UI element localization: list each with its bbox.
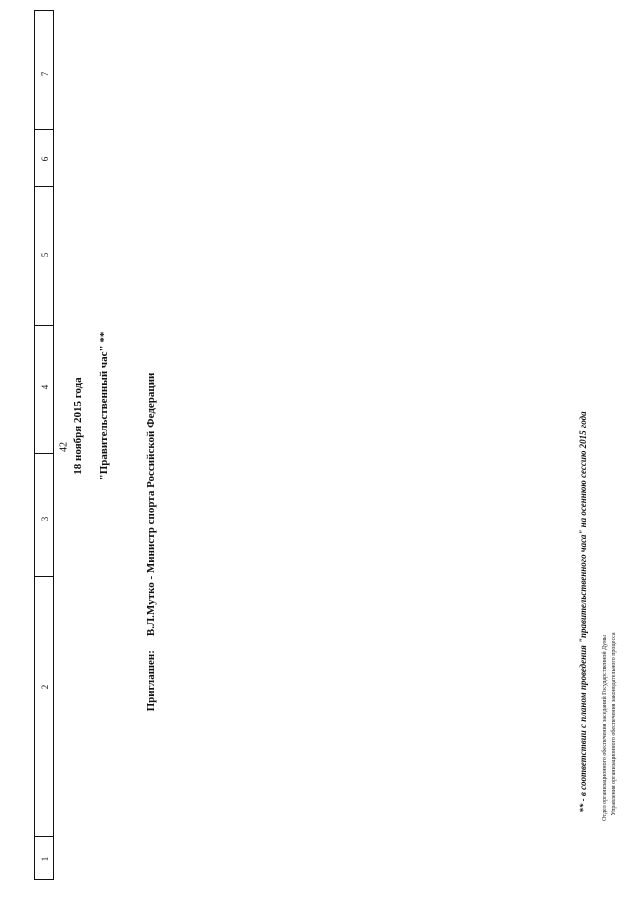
government-hour-title: "Правительственный час" ** — [98, 331, 110, 481]
department-line: Отдел организационного обеспечения заседаний Государственной Думы — [602, 635, 608, 821]
column-header-table — [34, 10, 54, 880]
column-number-4: 4 — [40, 384, 50, 390]
column-divider — [35, 129, 53, 130]
column-number-3: 3 — [40, 516, 50, 522]
invited-person: В.Л.Мутко - Министр спорта Российской Федерации — [145, 372, 157, 637]
column-number-5: 5 — [40, 252, 50, 258]
administration-line: Управления организационного обеспечения законодательного процесса — [611, 632, 617, 816]
invited-label: Приглашен: — [145, 650, 157, 712]
session-date: 18 ноября 2015 года — [72, 377, 84, 475]
column-divider — [35, 453, 53, 454]
invited-row — [145, 373, 157, 712]
footnote: ** - в соответствии с планом проведения "правительственного часа" на осеннюю сессию 2015 года — [578, 411, 588, 813]
column-number-1: 1 — [40, 856, 50, 862]
column-divider — [35, 836, 53, 837]
page-number: 42 — [58, 442, 70, 452]
column-divider — [35, 186, 53, 187]
column-number-6: 6 — [40, 156, 50, 162]
column-divider — [35, 576, 53, 577]
column-number-7: 7 — [40, 71, 50, 77]
column-divider — [35, 325, 53, 326]
column-number-2: 2 — [40, 684, 50, 690]
